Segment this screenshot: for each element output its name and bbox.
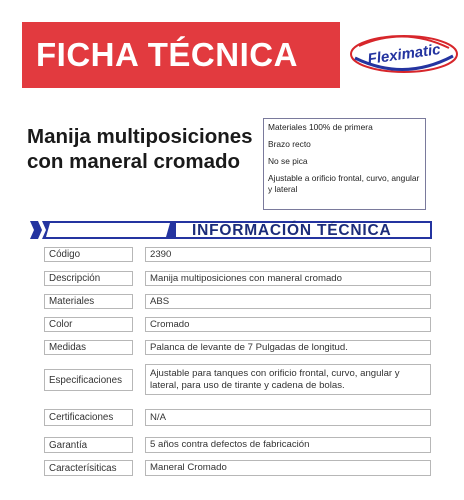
spec-value: Cromado	[145, 317, 431, 332]
fleximatic-logo	[349, 30, 459, 78]
spec-value: Maneral Cromado	[145, 460, 431, 476]
feature-item: No se pica	[268, 156, 308, 166]
features-box	[263, 118, 426, 210]
spec-value: N/A	[145, 409, 431, 426]
spec-value: 5 años contra defectos de fabricación	[145, 437, 431, 453]
spec-label: Especificaciones	[44, 369, 133, 391]
spec-row	[44, 437, 431, 453]
spec-value: ABS	[145, 294, 431, 309]
spec-row	[44, 460, 431, 476]
spec-label: Garantía	[44, 437, 133, 453]
spec-label: Certificaciones	[44, 409, 133, 426]
spec-row	[44, 247, 431, 262]
spec-label: Color	[44, 317, 133, 332]
spec-value: Palanca de levante de 7 Pulgadas de longitud.	[145, 340, 431, 355]
spec-row	[44, 364, 431, 395]
spec-row	[44, 294, 431, 309]
product-name	[27, 124, 267, 174]
section-title: INFORMACIÓN TÉCNICA	[192, 222, 392, 239]
title-banner	[22, 22, 340, 88]
spec-value: Manija multiposiciones con maneral cromado	[145, 271, 431, 286]
spec-label: Descripción	[44, 271, 133, 286]
page-title: FICHA TÉCNICA	[36, 36, 298, 73]
spec-row	[44, 271, 431, 286]
spec-value: Ajustable para tanques con orificio frontal, curvo, angular y lateral, para uso de tirante y cadena de bolas.	[145, 364, 431, 395]
feature-item: Materiales 100% de primera	[268, 122, 373, 132]
spec-value: 2390	[145, 247, 431, 262]
spec-label: Caracterísiticas	[44, 460, 133, 476]
feature-item: Ajustable a orificio frontal, curvo, angular y lateral	[268, 173, 420, 194]
product-name-line-1: Manija multiposiciones	[27, 125, 253, 148]
spec-row	[44, 409, 431, 426]
product-name-line-2: con maneral cromado	[27, 150, 241, 173]
logo-text: Fleximatic	[366, 40, 442, 69]
section-header	[30, 219, 432, 241]
spec-label: Medidas	[44, 340, 133, 355]
spec-label: Código	[44, 247, 133, 262]
spec-label: Materiales	[44, 294, 133, 309]
feature-item: Brazo recto	[268, 139, 311, 149]
spec-row	[44, 317, 431, 332]
spec-row	[44, 340, 431, 355]
